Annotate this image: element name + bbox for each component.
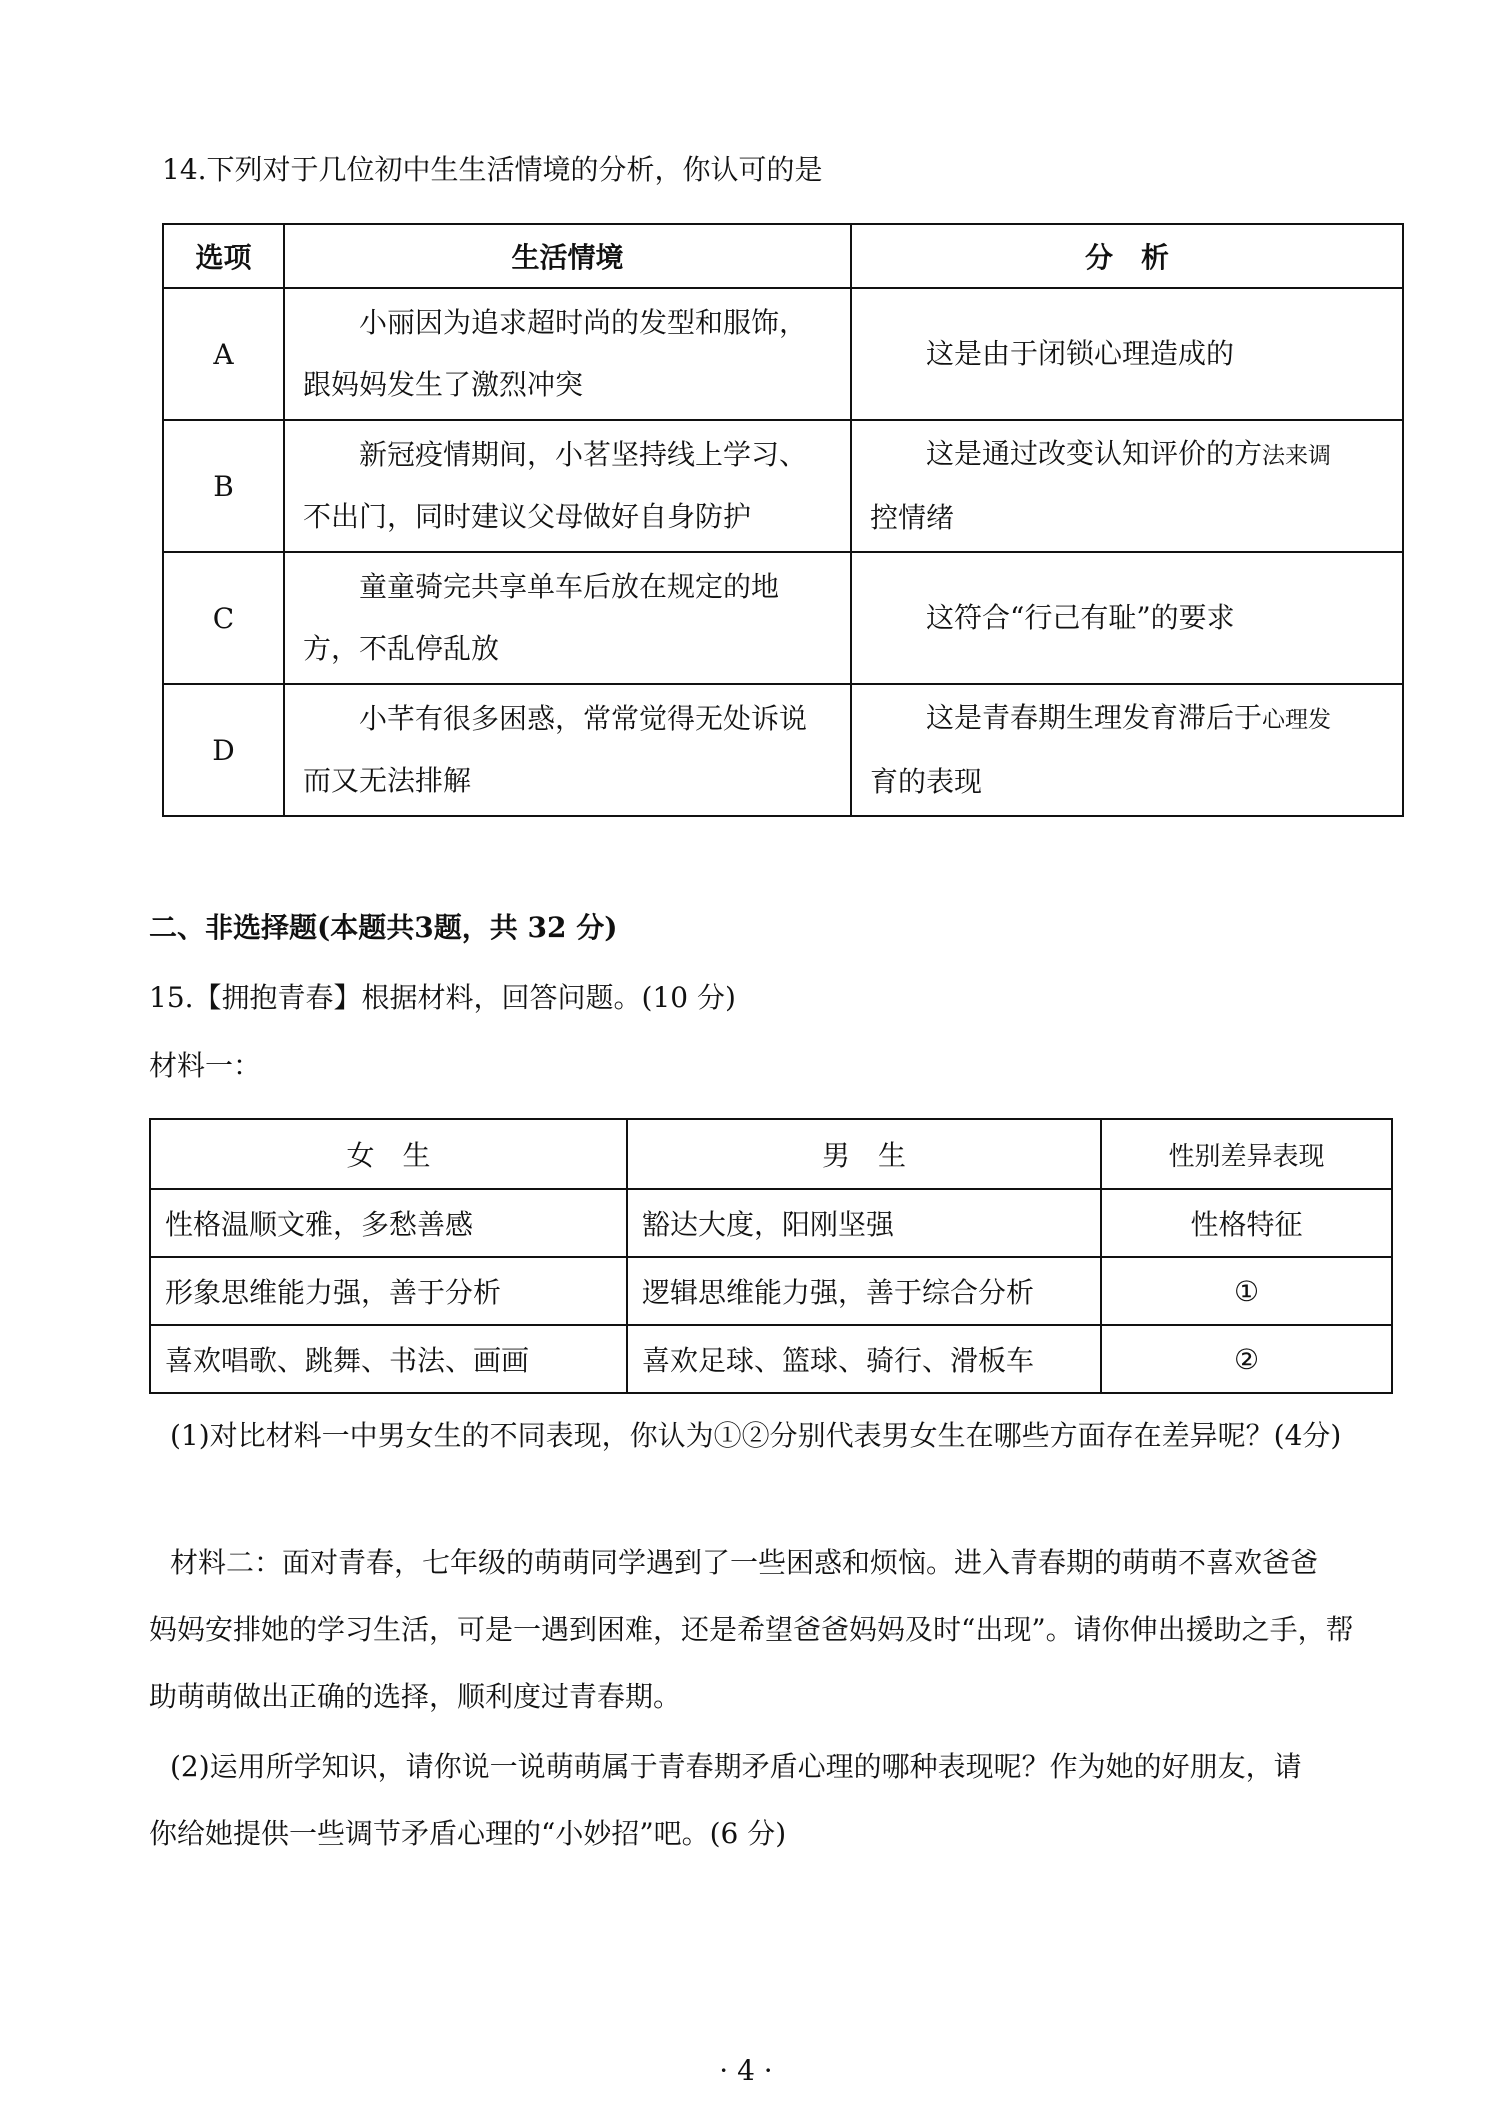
male-cell: 逻辑思维能力强，善于综合分析 [627, 1257, 1101, 1325]
question-15-table [149, 1118, 1393, 1394]
header-option: 选项 [163, 224, 284, 288]
header-male: 男 生 [627, 1119, 1101, 1189]
question-14-title: 14.下列对于几位初中生生活情境的分析，你认可的是 [162, 153, 823, 186]
female-cell: 性格温顺文雅，多愁善感 [150, 1189, 627, 1257]
male-cell: 喜欢足球、篮球、骑行、滑板车 [627, 1325, 1101, 1393]
situation-cell: 新冠疫情期间，小茗坚持线上学习、不出门，同时建议父母做好自身防护 [284, 420, 851, 552]
situation-cell: 童童骑完共享单车后放在规定的地方，不乱停乱放 [284, 552, 851, 684]
material-2-line-2: 妈妈安排她的学习生活，可是一遇到困难，还是希望爸爸妈妈及时“出现”。请你伸出援助之手，帮 [149, 1613, 1354, 1646]
table-row [163, 552, 1403, 684]
difference-cell: 性格特征 [1101, 1189, 1392, 1257]
female-cell: 形象思维能力强，善于分析 [150, 1257, 627, 1325]
material-2-line-3: 助萌萌做出正确的选择，顺利度过青春期。 [149, 1680, 682, 1713]
analysis-cell: 这是由于闭锁心理造成的 [851, 288, 1403, 420]
option-cell: A [163, 288, 284, 420]
header-situation: 生活情境 [284, 224, 851, 288]
table-row [150, 1257, 1392, 1325]
option-cell: D [163, 684, 284, 816]
sub-question-1: (1)对比材料一中男女生的不同表现，你认为①②分别代表男女生在哪些方面存在差异呢？(4分) [170, 1419, 1342, 1452]
page-number: · 4 · [719, 2054, 773, 2087]
section-2-title: 二、非选择题(本题共3题，共 32 分) [149, 911, 618, 944]
difference-cell: ① [1101, 1257, 1392, 1325]
option-cell: B [163, 420, 284, 552]
header-difference: 性别差异表现 [1101, 1119, 1392, 1189]
situation-cell: 小芊有很多困惑，常常觉得无处诉说而又无法排解 [284, 684, 851, 816]
material-1-label: 材料一： [149, 1049, 262, 1082]
table-row [163, 420, 1403, 552]
table-row [163, 288, 1403, 420]
question-15-title: 15.【拥抱青春】根据材料，回答问题。(10 分) [149, 981, 736, 1014]
material-2-line-1: 材料二：面对青春，七年级的萌萌同学遇到了一些困惑和烦恼。进入青春期的萌萌不喜欢爸爸 [170, 1546, 1319, 1579]
analysis-cell: 这是通过改变认知评价的方法来调 控情绪 [851, 420, 1403, 552]
difference-cell: ② [1101, 1325, 1392, 1393]
option-cell: C [163, 552, 284, 684]
table-row [150, 1189, 1392, 1257]
male-cell: 豁达大度，阳刚坚强 [627, 1189, 1101, 1257]
table-row [163, 684, 1403, 816]
question-14-table [162, 223, 1404, 817]
sub-question-2-line-1: (2)运用所学知识，请你说一说萌萌属于青春期矛盾心理的哪种表现呢？作为她的好朋友，请 [170, 1750, 1302, 1783]
table-header-row [150, 1119, 1392, 1189]
analysis-cell: 这符合“行己有耻”的要求 [851, 552, 1403, 684]
sub-question-2-line-2: 你给她提供一些调节矛盾心理的“小妙招”吧。(6 分) [149, 1817, 787, 1850]
situation-cell: 小丽因为追求超时尚的发型和服饰，跟妈妈发生了激烈冲突 [284, 288, 851, 420]
table-row [150, 1325, 1392, 1393]
header-analysis: 分 析 [851, 224, 1403, 288]
female-cell: 喜欢唱歌、跳舞、书法、画画 [150, 1325, 627, 1393]
header-female: 女 生 [150, 1119, 627, 1189]
analysis-cell: 这是青春期生理发育滞后于心理发 育的表现 [851, 684, 1403, 816]
table-header-row [163, 224, 1403, 288]
